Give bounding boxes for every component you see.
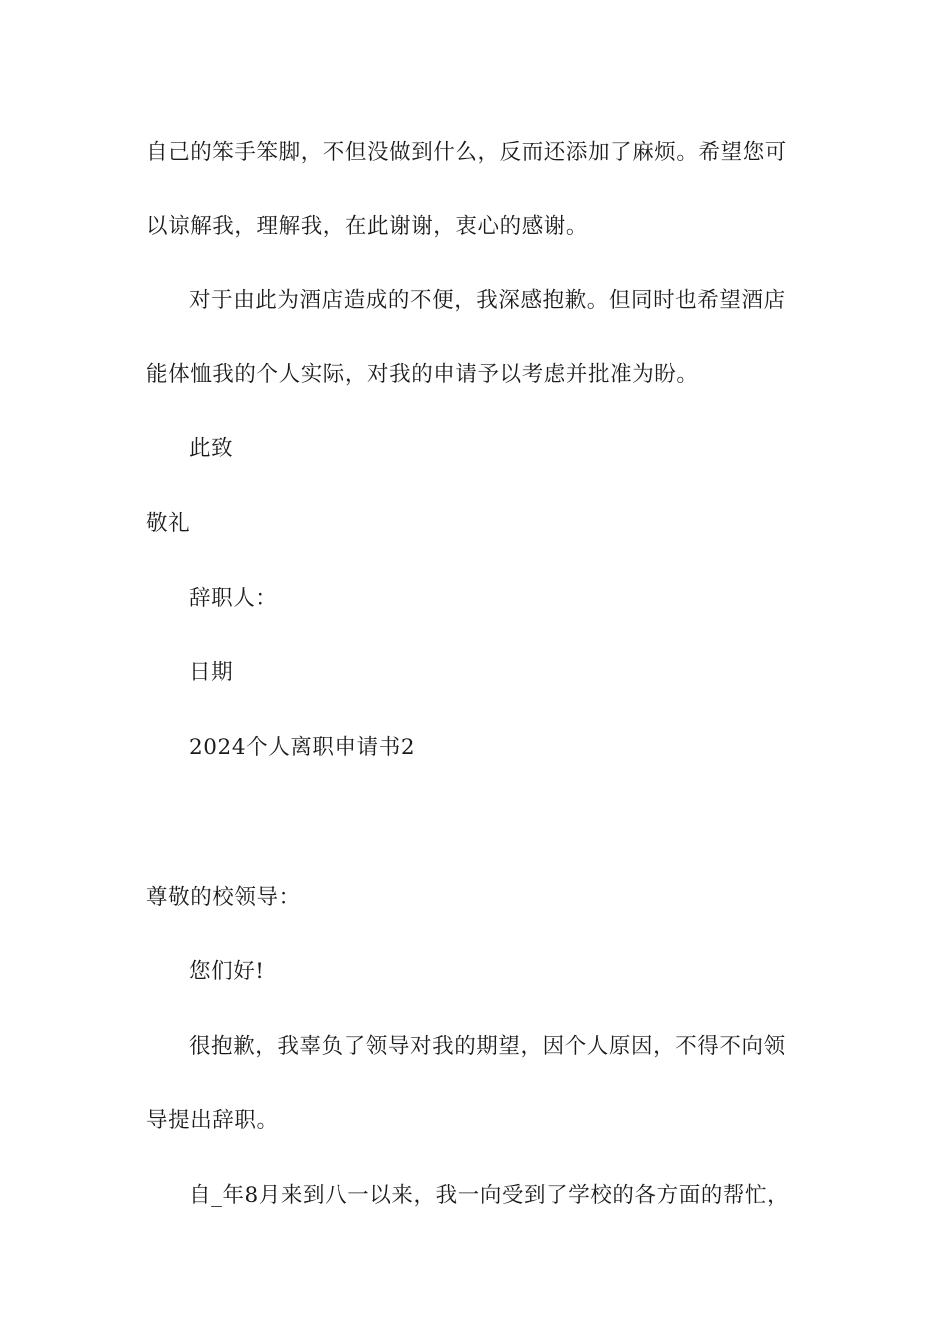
- paragraph-line: 能体恤我的个人实际，对我的申请予以考虑并批准为盼。: [146, 362, 699, 387]
- signature-label: 辞职人：: [189, 586, 278, 611]
- paragraph-line: 以谅解我，理解我，在此谢谢，衷心的感谢。: [146, 214, 589, 239]
- paragraph-line: 自_年8月来到八一以来，我一向受到了学校的各方面的帮忙，: [189, 1183, 790, 1208]
- greeting-recipient: 尊敬的校领导：: [146, 885, 301, 910]
- paragraph-line: 导提出辞职。: [146, 1108, 279, 1133]
- date-label: 日期: [189, 660, 234, 685]
- greeting: 您们好!: [189, 959, 265, 984]
- paragraph-line: 自己的笨手笨脚，不但没做到什么，反而还添加了麻烦。希望您可: [146, 140, 787, 165]
- paragraph-line: 很抱歉，我辜负了领导对我的期望，因个人原因，不得不向领: [189, 1034, 786, 1059]
- closing-salutation: 此致: [189, 436, 234, 461]
- paragraph-line: 对于由此为酒店造成的不便，我深感抱歉。但同时也希望酒店: [189, 288, 786, 313]
- closing-regards: 敬礼: [146, 511, 191, 536]
- section-title: 2024个人离职申请书2: [189, 735, 416, 760]
